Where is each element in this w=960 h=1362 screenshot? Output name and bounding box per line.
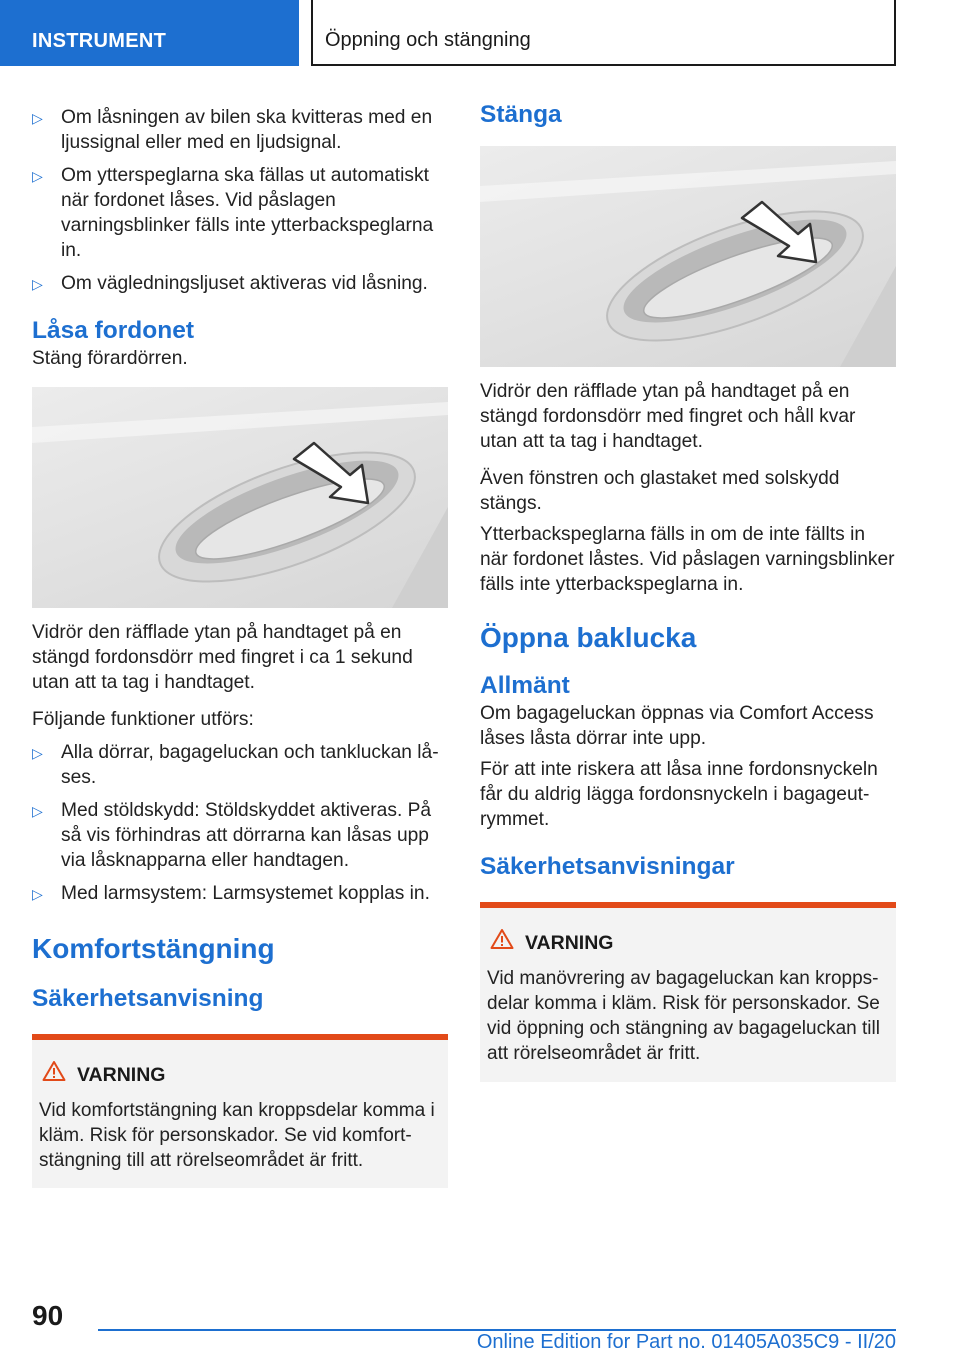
- windows-text: Även fönstren och glastaket med solskydd stängs.: [480, 468, 840, 514]
- heading-open-trunk: Öppna baklucka: [480, 622, 697, 653]
- heading-safety-notes: Säkerhetsanvisningar: [480, 853, 735, 880]
- heading-safety-note: Säkerhetsanvisning: [32, 985, 264, 1012]
- section-title: INSTRUMENT: [32, 30, 167, 52]
- list-item: ▷ Om vägledningsljuset aktiveras vid låsning.: [32, 271, 448, 296]
- list-item: ▷ Alla dörrar, bagageluckan och tankluckan låses.: [32, 742, 439, 788]
- list-item: ▷ Om låsningen av bilen ska kvitteras med en ljussignal eller med en ljudsignal.: [32, 107, 433, 153]
- bullet-triangle-icon: ▷: [32, 886, 43, 902]
- general-text-2: För att inte riskera att låsa inne fordonsnyckeln får du aldrig lägga fordonsnyckeln i bagageutrymmet.: [480, 759, 878, 830]
- bullet-triangle-icon: ▷: [32, 168, 43, 184]
- footer-edition: Online Edition for Part no. 01405A035C9 - II/20: [476, 1331, 896, 1353]
- heading-lock-vehicle: Låsa fordonet: [32, 317, 194, 344]
- chapter-tab: [311, 0, 896, 66]
- bullet-triangle-icon: ▷: [32, 276, 43, 292]
- heading-close: Stänga: [480, 101, 562, 128]
- warning-text: Vid manövrering av bagageluckan kan kroppsdelar komma i kläm. Risk för personskador. Se vid öppning och stängning av bagageluckan till att rörelseområdet är fritt.: [487, 968, 880, 1064]
- heading-comfort-closing: Komfortstängning: [32, 933, 275, 964]
- close-instruction: Vidrör den räfflade ytan på handtaget på en stängd fordonsdörr med fingret och håll kvar utan att ta tag i handtaget.: [480, 381, 856, 452]
- bullet-list-top: [32, 105, 448, 296]
- mirrors-text: Ytterbackspeglarna fälls in om de inte fällts in när fordonet låstes. Vid påslagen varningsblinker fälls inte ytterbackspeglarna in.: [480, 524, 895, 595]
- door-handle-image-close: [480, 146, 896, 367]
- page-number: 90: [32, 1300, 64, 1331]
- lock-instruction: Vidrör den räfflade ytan på handtaget på en stängd fordonsdörr med fingret i ca 1 sekund utan att ta tag i handtaget.: [32, 622, 413, 693]
- functions-intro: Följande funktioner utförs:: [32, 709, 254, 730]
- warning-title: VARNING: [77, 1064, 166, 1086]
- door-handle-illustration: [32, 387, 448, 608]
- chapter-title: Öppning och stängning: [325, 29, 531, 51]
- warning-icon: [490, 928, 514, 950]
- warning-box: [480, 902, 896, 1082]
- section-tab: [0, 0, 299, 66]
- heading-general: Allmänt: [480, 672, 570, 699]
- list-item: ▷ Om ytterspeglarna ska fällas ut automatiskt när fordonet låses. Vid påslagen varningsblinker fälls inte ytterbackspeglarna in.: [32, 165, 434, 261]
- right-column: [480, 100, 896, 1082]
- warning-title: VARNING: [525, 932, 614, 954]
- left-column: [32, 100, 448, 1188]
- list-item: ▷ Med larmsystem: Larmsystemet kopplas in.: [32, 881, 448, 906]
- warning-icon: [42, 1060, 66, 1082]
- list-item: ▷ Med stöldskydd: Stöldskyddet aktiveras. På så vis förhindras att dörrarna kan låsas upp via låsknapparna eller handtagen.: [32, 800, 432, 871]
- lock-intro: Stäng förardörren.: [32, 348, 188, 369]
- warning-box: [32, 1034, 448, 1188]
- door-handle-illustration-close: [480, 146, 896, 367]
- bullet-triangle-icon: ▷: [32, 803, 43, 819]
- bullet-triangle-icon: ▷: [32, 745, 43, 761]
- door-handle-image: [32, 387, 448, 608]
- bullet-list-functions: [32, 740, 448, 906]
- general-text-1: Om bagageluckan öppnas via Comfort Access låses låsta dörrar inte upp.: [480, 703, 874, 749]
- warning-text: Vid komfortstängning kan kroppsdelar komma i kläm. Risk för personskador. Se vid komfortstängning till att rörelseområdet är fritt.: [39, 1100, 435, 1171]
- bullet-triangle-icon: ▷: [32, 110, 43, 126]
